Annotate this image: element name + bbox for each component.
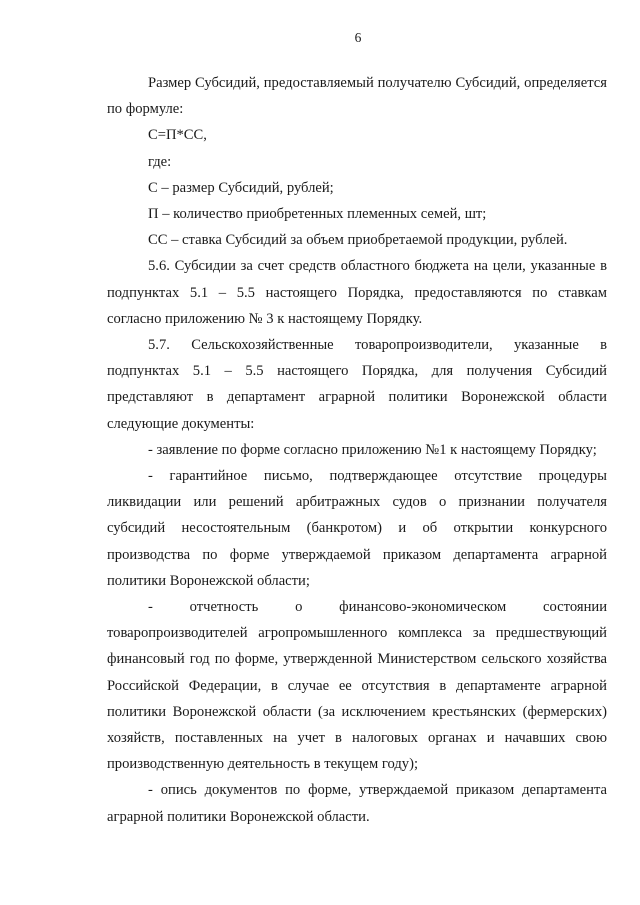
list-item-application: - заявление по форме согласно приложению №1 к настоящему Порядку; [148,441,597,458]
page-number: 6 [354,30,362,45]
paragraph-definition-cc: СС – ставка Субсидий за объем приобретаемой продукции, рублей. [148,232,568,249]
paragraph-definition-c: С – размер Субсидий, рублей; [148,179,334,196]
list-item-guarantee-letter: - гарантийное письмо, подтверждающее отсутствие процедуры ликвидации или решений арбитражных судов о признании получателя субсидий несостоятельным (банкротом) и об открытии конкурсного производства по форме утверждаемой приказом департамента аграрной политики Воронежской области; [107,468,607,589]
paragraph-5-6: 5.6. Субсидии за счет средств областного бюджета на цели, указанные в подпунктах 5.1 – 5.5 настоящего Порядка, предоставляются по ставкам согласно приложению № 3 к настоящему Порядку. [107,258,607,327]
paragraph-formula: С=П*СС, [148,127,207,144]
list-item-financial-report: - отчетность о финансово-экономическом состоянии товаропроизводителей агропромышленного комплекса за предшествующий финансовый год по форме, утвержденной Министерством сельского хозяйства Российской Федерации, в случае ее отсутствия в департаменте аграрной политики Воронежской области (за исключением крестьянских (фермерских) хозяйств, поставленных на учет в налоговых органах и начавших свою производственную деятельность в текущем году); [107,599,607,773]
paragraph-formula-intro: Размер Субсидий, предоставляемый получателю Субсидий, определяется по формуле: [107,75,607,118]
paragraph-5-7: 5.7. Сельскохозяйственные товаропроизводители, указанные в подпунктах 5.1 – 5.5 настоящего Порядка, для получения Субсидий представляют в департамент аграрной политики Воронежской области следующие документы: [107,337,607,432]
paragraph-definition-p: П – количество приобретенных племенных семей, шт; [148,206,487,223]
paragraph-where: где: [148,153,172,170]
document-body [107,70,607,830]
list-item-document-inventory: - опись документов по форме, утверждаемой приказом департамента аграрной политики Воронежской области. [107,782,607,825]
